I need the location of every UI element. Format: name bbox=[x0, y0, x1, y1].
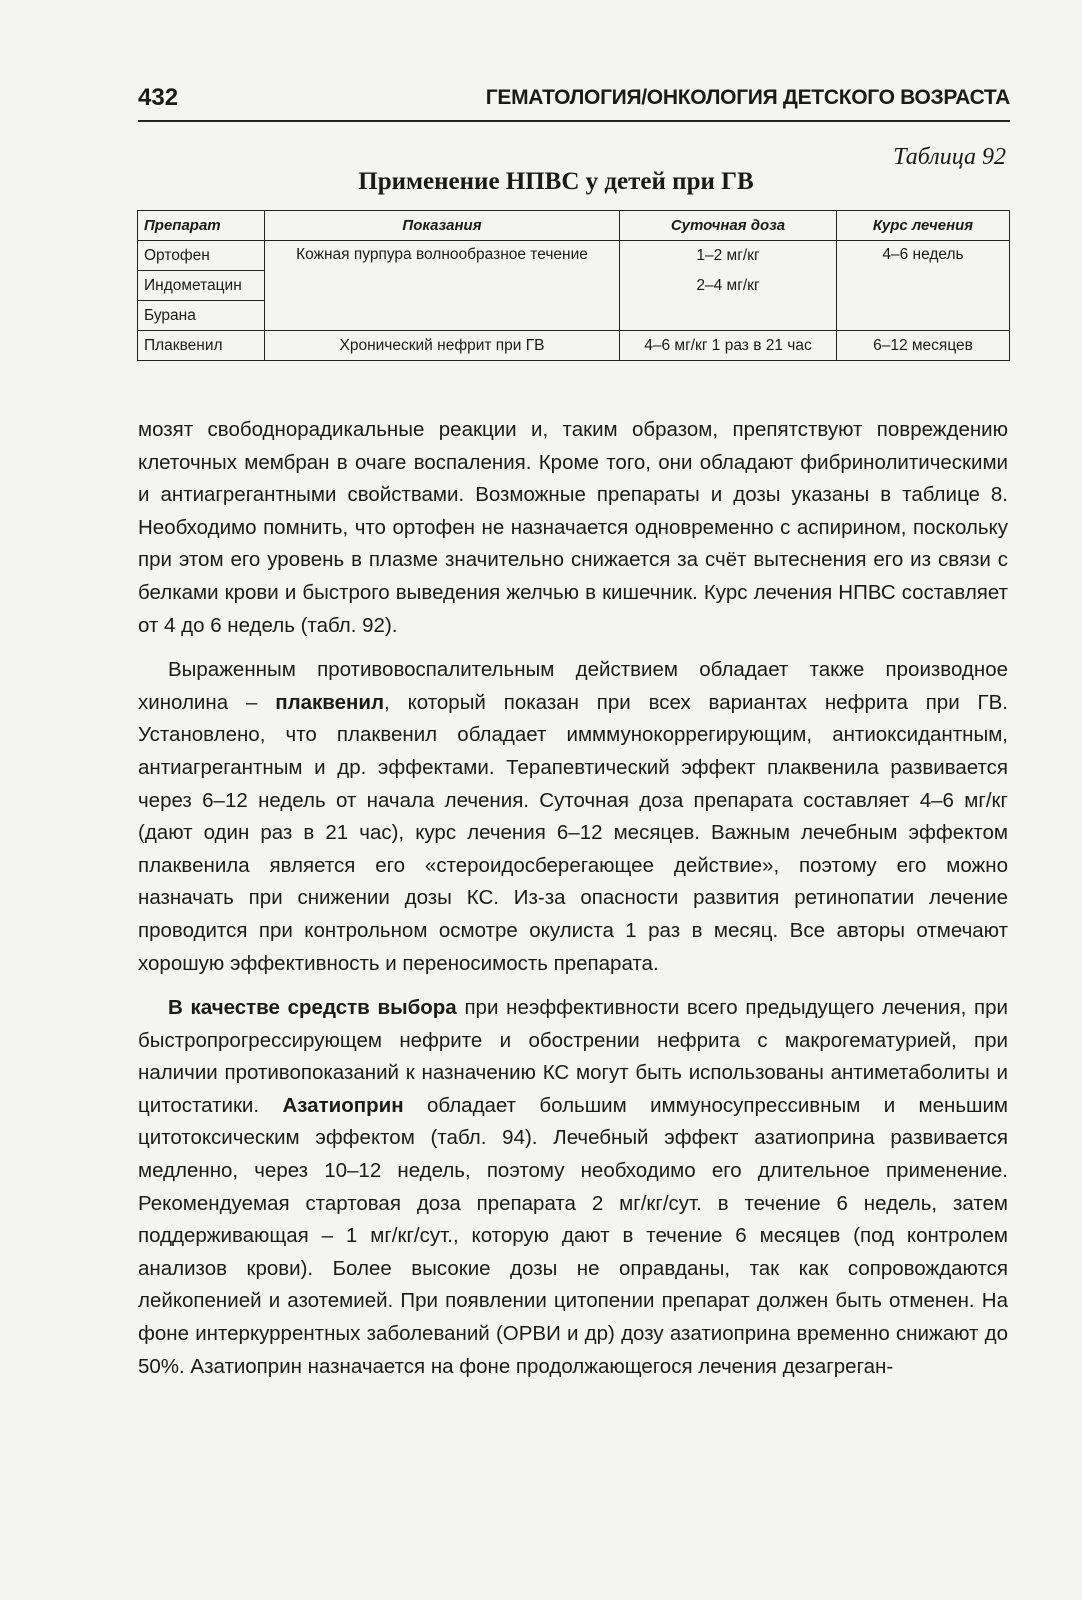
paragraph-1: мозят свободнорадикальные реакции и, таким образом, препятствуют повреждению клеточных мембран в очаге воспаления. Кроме того, они обладают фибринолитическими и антиагрегантными свойствами. Возможные препараты и дозы указаны в таблице 8. Необходимо помнить, что ортофен не назначается одновременно с аспирином, поскольку при этом его уровень в плазме значительно снижается за счёт вытеснения его из связи с белками крови и быстрого выведения желчью в кишечник. Курс лечения НПВС составляет от 4 до 6 недель (табл. 92). bbox=[138, 418, 1008, 637]
page-header bbox=[138, 80, 1010, 122]
table-row bbox=[138, 331, 1010, 361]
cell-drug: Индометацин bbox=[138, 271, 265, 301]
paragraph-3-rest: обладает большим иммуносупрессивным и меньшим цитотоксическим эффектом (табл. 94). Лечебный эффект азатиоприна развивается медленно, через 10–12 недель, поэтому необходимо его длительное применение. Рекомендуемая стартовая доза препарата 2 мг/кг/сут. в течение 6 недель, затем поддерживающая – 1 мг/кг/сут., которую дают в течение 6 месяцев (под контролем анализов крови). Более высокие дозы не оправданы, так как сопровождаются лейкопенией и азотемией. При появлении цитопении препарат должен быть отменен. На фоне интеркуррентных заболеваний (ОРВИ и др) дозу азатиоприна временно снижают до 50%. Азатиоприн назначается на фоне продолжающегося лечения дезагреган- bbox=[138, 1093, 1008, 1378]
column-header-dose: Суточная доза bbox=[620, 211, 837, 241]
paragraph-2-rest: , который показан при всех вариантах нефрита при ГВ. Установлено, что плаквенил обладает имммунокоррегирующим, антиоксидантным, антиагрегантным и др. эффектами. Терапевтический эффект плаквенила развивается через 6–12 недель от начала лечения. Суточная доза препарата составляет 4–6 мг/кг (дают один раз в 21 час), курс лечения 6–12 месяцев. Важным лечебным эффектом плаквенила является его «стероидосберегающее действие», поэтому его можно назначать при снижении дозы КС. Из-за опасности развития ретинопатии лечение проводится при контрольном осмотре окулиста 1 раз в месяц. Все авторы отмечают хорошую эффективность и переносимость препарата. bbox=[138, 690, 1008, 975]
drug-table bbox=[137, 210, 1010, 361]
cell-indication: Хронический нефрит при ГВ bbox=[265, 331, 620, 361]
body-text bbox=[138, 414, 1008, 1383]
column-header-indication: Показания bbox=[265, 211, 620, 241]
cell-drug: Бурана bbox=[138, 301, 265, 331]
paragraph-2-start: Выраженным противовоспалительным действием обладает также производное хинолина – bbox=[138, 658, 1008, 714]
table-row bbox=[138, 241, 1010, 271]
table-header-row bbox=[138, 211, 1010, 241]
cell-drug: Плаквенил bbox=[138, 331, 265, 361]
column-header-drug: Препарат bbox=[138, 211, 265, 241]
table-title: Применение НПВС у детей при ГВ bbox=[358, 168, 754, 195]
cell-dose: 1–2 мг/кг bbox=[620, 241, 837, 271]
choice-drugs-heading: В качестве средств выбора bbox=[168, 996, 457, 1020]
page-number: 432 bbox=[138, 84, 179, 111]
cell-dose bbox=[620, 301, 837, 331]
drug-name-plaquenil: плаквенил bbox=[275, 690, 385, 714]
drug-name-azathioprine: Азатиоприн bbox=[282, 1093, 404, 1117]
paragraph-3 bbox=[138, 992, 1008, 1383]
cell-dose: 2–4 мг/кг bbox=[620, 271, 837, 301]
cell-drug: Ортофен bbox=[138, 241, 265, 271]
paragraph-2 bbox=[138, 654, 1008, 980]
cell-course: 6–12 месяцев bbox=[837, 331, 1010, 361]
running-title: ГЕМАТОЛОГИЯ/ОНКОЛОГИЯ ДЕТСКОГО ВОЗРАСТА bbox=[485, 86, 1010, 109]
cell-course: 4–6 недель bbox=[837, 241, 1010, 331]
cell-dose: 4–6 мг/кг 1 раз в 21 час bbox=[620, 331, 837, 361]
column-header-course: Курс лечения bbox=[837, 211, 1010, 241]
cell-indication: Кожная пурпура волнообразное течение bbox=[265, 241, 620, 331]
table-label: Таблица 92 bbox=[893, 144, 1006, 170]
paragraph-3-start: при неэффективности всего предыдущего лечения, при быстропрогрессирующем нефрите и обострении нефрита с макрогематурией, при наличии противопоказаний к назначению КС могут быть использованы антиметаболиты и цитостатики. bbox=[138, 996, 1008, 1117]
